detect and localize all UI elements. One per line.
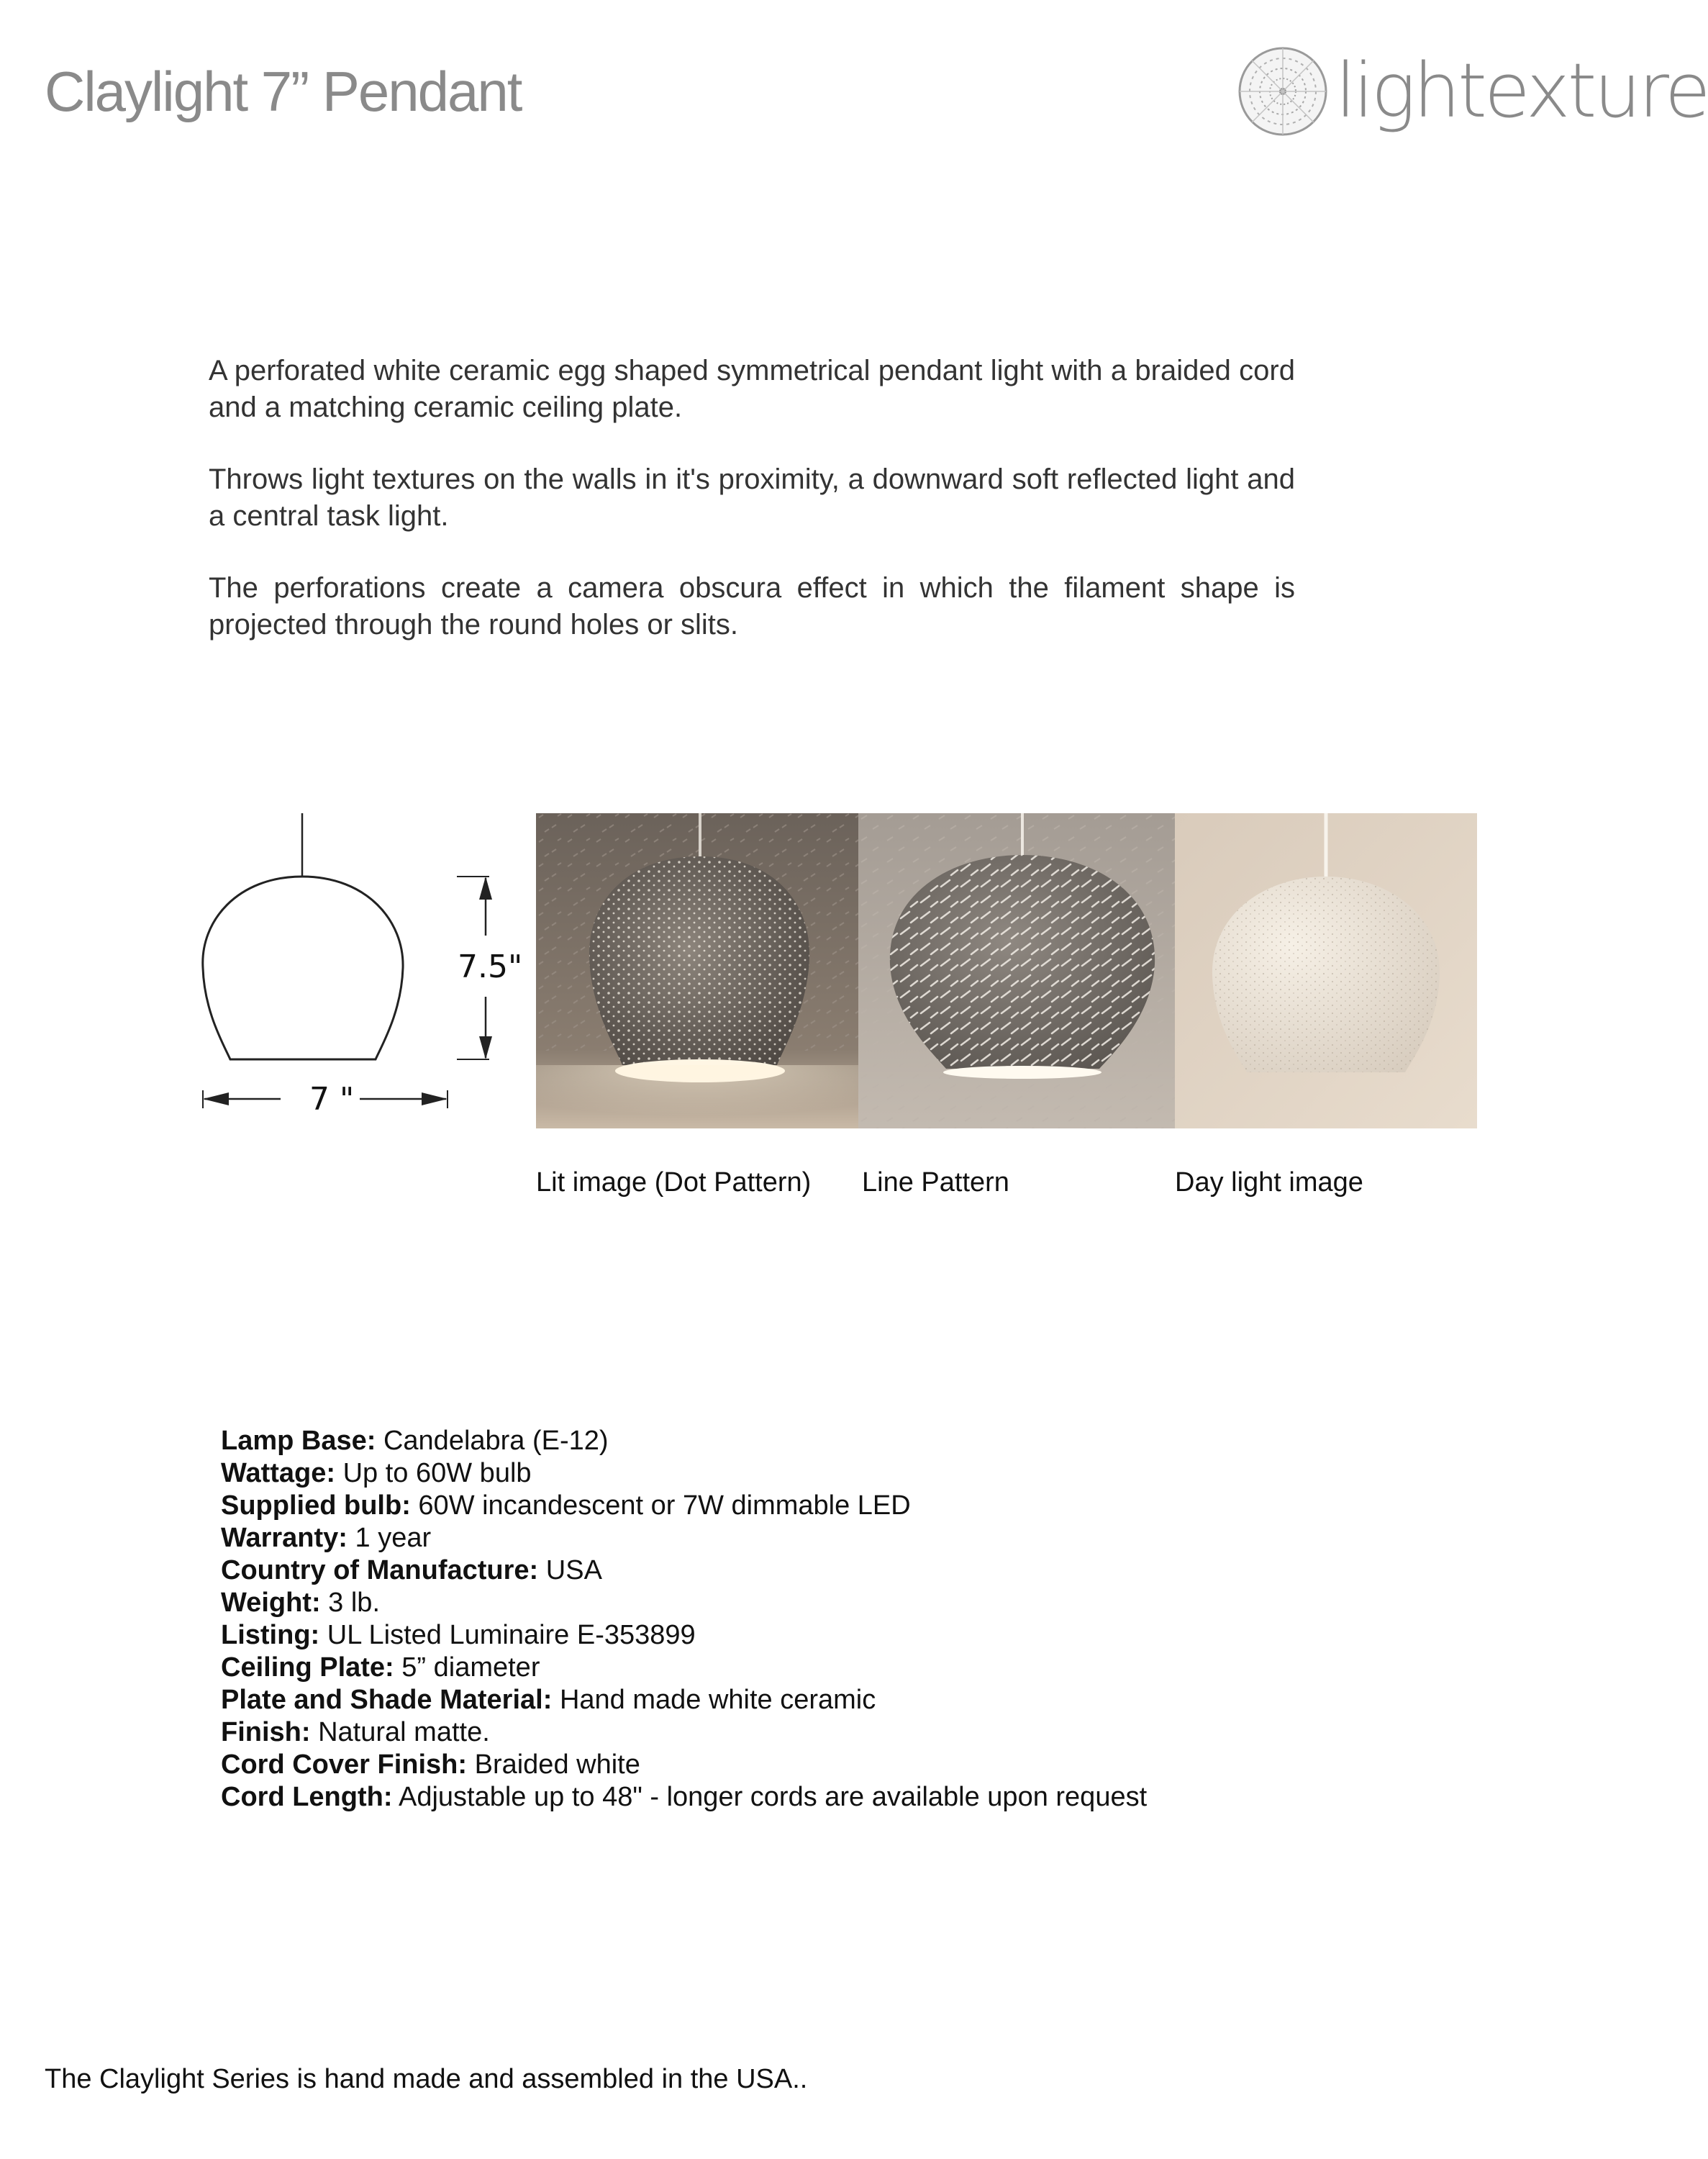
brand-logo xyxy=(1236,45,1708,145)
spec-value: Adjustable up to 48" - longer cords are available upon request xyxy=(398,1782,1148,1812)
spec-label: Wattage: xyxy=(221,1458,336,1488)
spec-row xyxy=(221,1587,1147,1619)
dimension-drawing xyxy=(194,806,532,1130)
spec-value: Up to 60W bulb xyxy=(342,1458,532,1488)
spec-label: Lamp Base: xyxy=(221,1426,376,1456)
width-label: 7 " xyxy=(309,1081,355,1118)
product-description xyxy=(209,353,1295,679)
spec-label: Cord Length: xyxy=(221,1782,393,1812)
spec-label: Ceiling Plate: xyxy=(221,1652,394,1683)
spec-row xyxy=(221,1522,1147,1554)
arrow-up-icon xyxy=(479,877,492,900)
spec-label: Country of Manufacture: xyxy=(221,1555,539,1585)
spec-label: Supplied bulb: xyxy=(221,1490,411,1521)
spec-value: 3 lb. xyxy=(328,1588,380,1618)
spec-row xyxy=(221,1490,1147,1522)
day-light-image xyxy=(1175,813,1477,1128)
description-paragraph: Throws light textures on the walls in it's proximity, a downward soft reflected light and a central task light. xyxy=(209,463,1295,532)
description-paragraph: A perforated white ceramic egg shaped symmetrical pendant light with a braided cord and a matching ceramic ceiling plate. xyxy=(209,355,1295,423)
spec-row xyxy=(221,1619,1147,1652)
spec-value: 5” diameter xyxy=(401,1652,540,1683)
pendant-outline xyxy=(203,877,403,1059)
spec-row xyxy=(221,1652,1147,1684)
page-title: Claylight 7” Pendant xyxy=(45,60,522,123)
spec-value: 1 year xyxy=(355,1523,432,1553)
spec-label: Warranty: xyxy=(221,1523,347,1553)
spec-row xyxy=(221,1749,1147,1781)
arrow-left-icon xyxy=(203,1092,229,1105)
logo-wordmark: lightexture xyxy=(1335,47,1708,135)
line-pattern-image xyxy=(858,813,1175,1128)
spec-label: Plate and Shade Material: xyxy=(221,1685,553,1715)
spec-value: USA xyxy=(545,1555,602,1585)
spec-row xyxy=(221,1457,1147,1490)
spec-label: Finish: xyxy=(221,1717,311,1747)
height-label: 7.5" xyxy=(458,949,523,985)
spec-value: 60W incandescent or 7W dimmable LED xyxy=(418,1490,911,1521)
spec-value: UL Listed Luminaire E-353899 xyxy=(327,1620,696,1650)
arrow-right-icon xyxy=(422,1092,448,1105)
spec-row xyxy=(221,1716,1147,1749)
image-caption: Line Pattern xyxy=(862,1167,1009,1198)
logo-emblem-icon xyxy=(1236,45,1330,138)
spec-row xyxy=(221,1554,1147,1587)
spec-label: Weight: xyxy=(221,1588,321,1618)
description-paragraph: The perforations create a camera obscura effect in which the filament shape is projected through the round holes or slits. xyxy=(209,572,1295,641)
spec-label: Cord Cover Finish: xyxy=(221,1750,468,1780)
image-caption: Day light image xyxy=(1175,1167,1363,1198)
spec-value: Braided white xyxy=(474,1750,640,1780)
image-caption: Lit image (Dot Pattern) xyxy=(536,1167,812,1198)
spec-row xyxy=(221,1781,1147,1814)
spec-row xyxy=(221,1425,1147,1457)
spec-label: Listing: xyxy=(221,1620,320,1650)
arrow-down-icon xyxy=(479,1036,492,1059)
spec-list xyxy=(221,1425,1147,1814)
lit-dot-pattern-image xyxy=(536,813,858,1128)
spec-value: Candelabra (E-12) xyxy=(383,1426,609,1456)
spec-row xyxy=(221,1684,1147,1716)
spec-value: Hand made white ceramic xyxy=(559,1685,876,1715)
footer-note: The Claylight Series is hand made and assembled in the USA.. xyxy=(45,2064,808,2094)
spec-value: Natural matte. xyxy=(318,1717,490,1747)
